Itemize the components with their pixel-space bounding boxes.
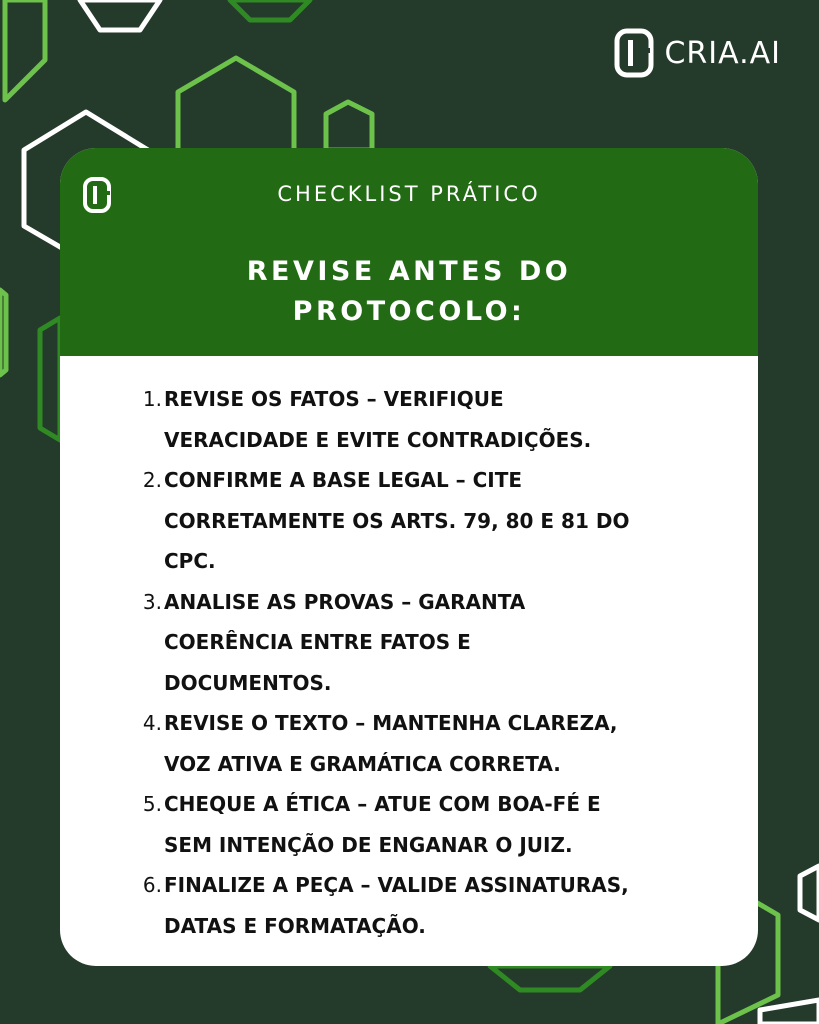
- hexagon: [230, 0, 310, 20]
- item-line: DOCUMENTOS.: [164, 670, 332, 695]
- item-line: VOZ ATIVA E GRAMÁTICA CORRETA.: [164, 751, 561, 776]
- card-title-line: PROTOCOLO:: [292, 296, 526, 327]
- item-number: 1.: [142, 387, 162, 411]
- brand-logo: [614, 28, 781, 78]
- item-line: SEM INTENÇÃO DE ENGANAR O JUIZ.: [164, 832, 573, 857]
- hexagon: [760, 1000, 819, 1024]
- item-text: [164, 460, 740, 582]
- item-line: CORRETAMENTE OS ARTS. 79, 80 E 81 DO: [164, 508, 630, 533]
- hexagon: [490, 966, 610, 990]
- item-line: CHEQUE A ÉTICA – ATUE COM BOA-FÉ E: [164, 792, 601, 816]
- checklist-item: [130, 784, 740, 865]
- checklist-item: [130, 703, 740, 784]
- checklist-item: [130, 582, 740, 704]
- item-number: 3.: [142, 589, 162, 614]
- item-line: FINALIZE A PEÇA – VALIDE ASSINATURAS,: [164, 873, 629, 897]
- card-title: [60, 252, 758, 332]
- card-eyebrow: CHECKLIST PRÁTICO: [277, 182, 541, 206]
- hexagon: [5, 0, 45, 100]
- card-title-line: REVISE ANTES DO: [246, 256, 572, 287]
- item-number: 6.: [142, 873, 162, 897]
- brand-name: CRIA.AI: [664, 35, 781, 71]
- hexagon: [40, 318, 60, 440]
- item-line: DATAS E FORMATAÇÃO.: [164, 913, 426, 938]
- item-line: CPC.: [164, 549, 216, 573]
- hexagon: [326, 102, 372, 150]
- hexagon: [800, 866, 819, 920]
- item-line: COERÊNCIA ENTRE FATOS E: [164, 630, 471, 654]
- item-text: [164, 379, 740, 460]
- item-text: [164, 582, 740, 704]
- card-header: [60, 148, 758, 356]
- item-line: REVISE OS FATOS – VERIFIQUE: [164, 387, 504, 411]
- item-text: [164, 784, 740, 865]
- checklist-item: [130, 865, 740, 946]
- checklist: [130, 379, 740, 946]
- checklist-card: [60, 148, 758, 966]
- item-line: VERACIDADE E EVITE CONTRADIÇÕES.: [164, 427, 592, 452]
- checklist-item: [130, 460, 740, 582]
- item-text: [164, 865, 740, 946]
- checklist-item: [130, 379, 740, 460]
- item-number: 5.: [142, 792, 162, 816]
- item-line: ANALISE AS PROVAS – GARANTA: [164, 589, 526, 614]
- item-line: REVISE O TEXTO – MANTENHA CLAREZA,: [164, 711, 618, 735]
- hexagon: [80, 0, 160, 30]
- item-number: 2.: [142, 468, 162, 492]
- item-number: 4.: [142, 711, 162, 735]
- item-text: [164, 703, 740, 784]
- cria-logo-icon: [614, 28, 654, 78]
- item-line: CONFIRME A BASE LEGAL – CITE: [164, 468, 523, 492]
- hexagon: [0, 290, 6, 375]
